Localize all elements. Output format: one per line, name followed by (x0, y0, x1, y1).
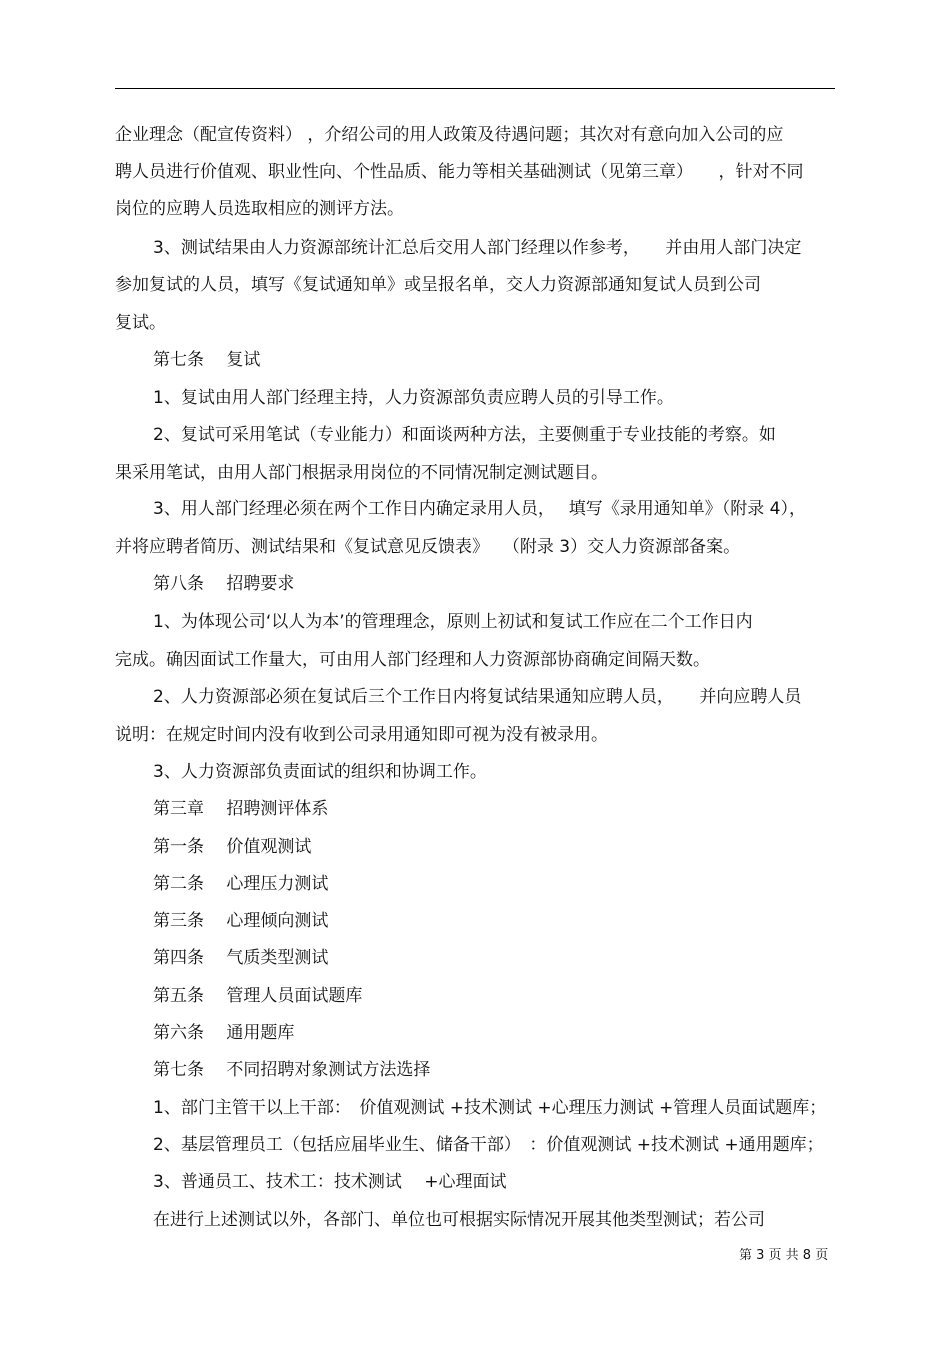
text-line: 岗位的应聘人员选取相应的测评方法。 (115, 199, 404, 219)
article-heading: 第七条 不同招聘对象测试方法选择 (153, 1060, 431, 1080)
text-line: 完成。确因面试工作量大，可由用人部门经理和人力资源部协商确定间隔天数。 (115, 650, 710, 670)
header-rule (115, 88, 835, 89)
text-line: 2、人力资源部必须在复试后三个工作日内将复试结果通知应聘人员， 并向应聘人员 (153, 687, 802, 707)
page-number: 第 3 页 共 8 页 (739, 1248, 829, 1263)
article-heading: 第六条 通用题库 (153, 1023, 295, 1043)
text-line: 3、测试结果由人力资源部统计汇总后交用人部门经理以作参考， 并由用人部门决定 (153, 238, 802, 258)
text-line: 2、复试可采用笔试（专业能力）和面谈两种方法，主要侧重于专业技能的考察。如 (153, 425, 776, 445)
text-line: 在进行上述测试以外，各部门、单位也可根据实际情况开展其他类型测试；若公司 (153, 1210, 765, 1230)
article-heading: 第七条 复试 (153, 350, 261, 370)
article-heading: 第八条 招聘要求 (153, 574, 295, 594)
text-line: 1、复试由用人部门经理主持，人力资源部负责应聘人员的引导工作。 (153, 388, 674, 408)
article-heading: 第一条 价值观测试 (153, 837, 312, 857)
text-line: 复试。 (115, 313, 166, 333)
text-line: 说明：在规定时间内没有收到公司录用通知即可视为没有被录用。 (115, 725, 608, 745)
article-heading: 第二条 心理压力测试 (153, 874, 329, 894)
article-heading: 第三条 心理倾向测试 (153, 911, 329, 931)
text-line: 3、人力资源部负责面试的组织和协调工作。 (153, 762, 487, 782)
text-line: 3、普通员工、技术工：技术测试 +心理面试 (153, 1172, 507, 1192)
article-heading: 第五条 管理人员面试题库 (153, 986, 363, 1006)
text-line: 企业理念（配宣传资料） ，介绍公司的用人政策及待遇问题；其次对有意向加入公司的应 (115, 125, 784, 145)
text-line: 聘人员进行价值观、职业性向、个性品质、能力等相关基础测试（见第三章） ，针对不同 (115, 162, 804, 182)
text-line: 参加复试的人员，填写《复试通知单》或呈报名单，交人力资源部通知复试人员到公司 (115, 275, 761, 295)
text-line: 3、用人部门经理必须在两个工作日内确定录用人员， 填写《录用通知单》（附录 4）， (153, 499, 806, 519)
text-line: 1、为体现公司‘以人为本’的管理理念，原则上初试和复试工作应在二个工作日内 (153, 612, 753, 632)
article-heading: 第四条 气质类型测试 (153, 948, 329, 968)
text-line: 并将应聘者简历、测试结果和《复试意见反馈表》 （附录 3）交人力资源部备案。 (115, 537, 741, 557)
text-line: 2、基层管理员工（包括应届毕业生、储备干部） ：价值观测试 +技术测试 +通用题库； (153, 1135, 824, 1155)
text-line: 1、部门主管干以上干部： 价值观测试 +技术测试 +心理压力测试 +管理人员面试题库； (153, 1098, 827, 1118)
chapter-heading: 第三章 招聘测评体系 (153, 799, 329, 819)
text-line: 果采用笔试，由用人部门根据录用岗位的不同情况制定测试题目。 (115, 463, 608, 483)
